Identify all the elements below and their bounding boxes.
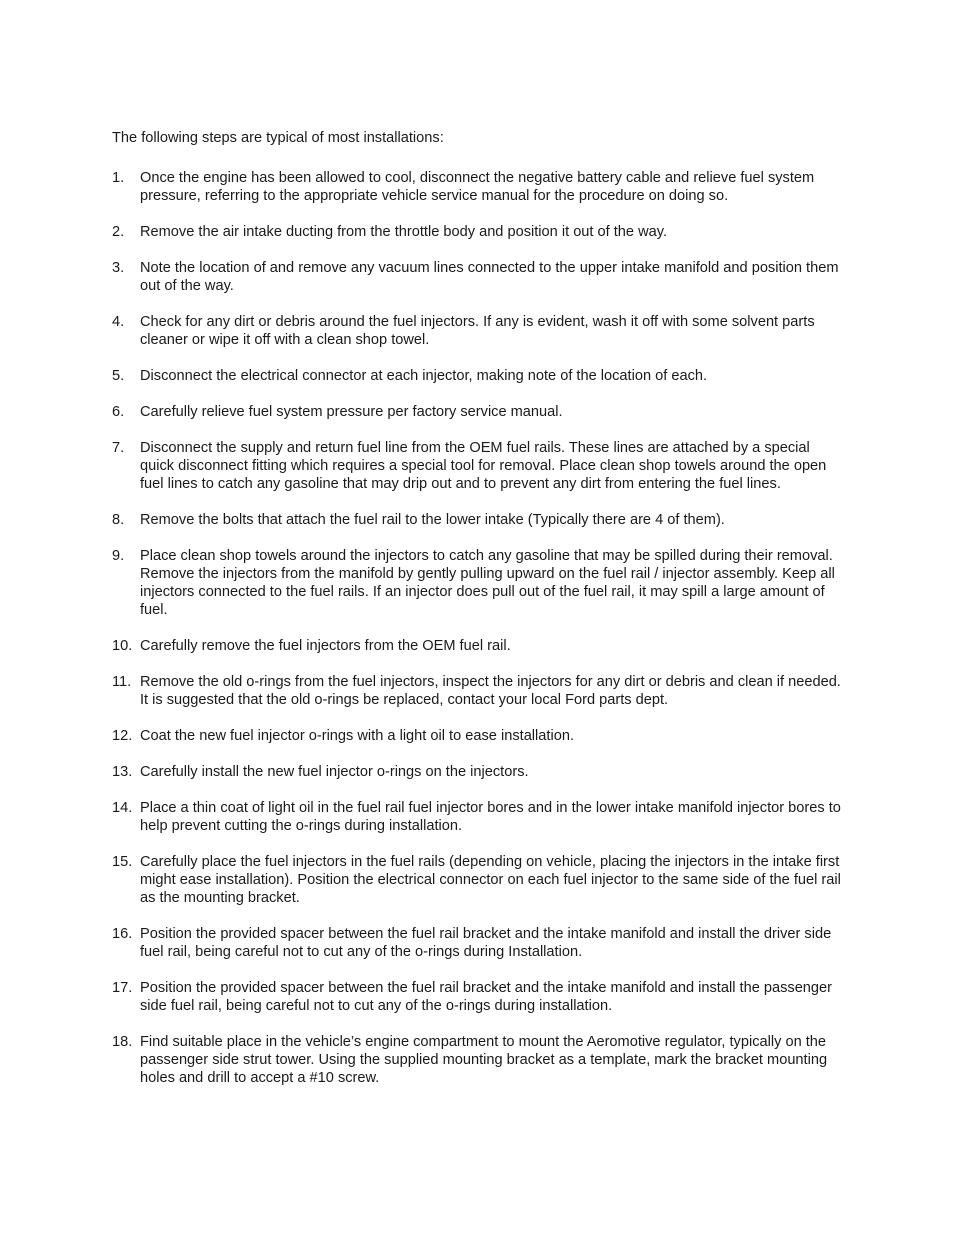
step-text: Place clean shop towels around the injectors to catch any gasoline that may be spilled during their removal. Remove the injectors from the manifold by gently pulling upward on the fuel rail / injector assembly. Keep all injectors connected to the fuel rails. If an injector does pull out of the fuel rail, it may spill a large amount of fuel. <box>140 548 835 618</box>
step-item <box>112 979 842 1015</box>
step-item <box>112 403 842 421</box>
step-item <box>112 727 842 745</box>
step-number: 18. <box>112 1034 133 1050</box>
step-item <box>112 439 842 493</box>
step-text: Check for any dirt or debris around the fuel injectors. If any is evident, wash it off with some solvent parts cleaner or wipe it off with a clean shop towel. <box>140 314 815 348</box>
step-number: 15. <box>112 854 133 870</box>
step-text: Position the provided spacer between the fuel rail bracket and the intake manifold and install the passenger side fuel rail, being careful not to cut any of the o-rings during installation. <box>140 980 833 1014</box>
step-item <box>112 799 842 835</box>
step-item <box>112 547 842 619</box>
step-item <box>112 853 842 907</box>
step-number: 10. <box>112 638 133 654</box>
step-item <box>112 259 842 295</box>
step-number: 7. <box>112 440 125 456</box>
step-text: Remove the old o-rings from the fuel injectors, inspect the injectors for any dirt or debris and clean if needed. It is suggested that the old o-rings be replaced, contact your local Ford parts dept. <box>140 674 841 708</box>
step-text: Carefully relieve fuel system pressure per factory service manual. <box>140 404 563 420</box>
document-page <box>112 129 842 1105</box>
step-text: Carefully remove the fuel injectors from the OEM fuel rail. <box>140 638 511 654</box>
step-item <box>112 313 842 349</box>
step-item <box>112 763 842 781</box>
step-text: Remove the air intake ducting from the throttle body and position it out of the way. <box>140 224 668 240</box>
step-text: Remove the bolts that attach the fuel rail to the lower intake (Typically there are 4 of them). <box>140 512 725 528</box>
step-item <box>112 1033 842 1087</box>
step-text: Find suitable place in the vehicle’s engine compartment to mount the Aeromotive regulator, typically on the passenger side strut tower. Using the supplied mounting bracket as a template, mark the bracket mounting holes and drill to accept a #10 screw. <box>140 1034 828 1086</box>
step-item <box>112 511 842 529</box>
step-text: Disconnect the electrical connector at each injector, making note of the location of each. <box>140 368 708 384</box>
step-number: 12. <box>112 728 133 744</box>
step-number: 4. <box>112 314 125 330</box>
step-item <box>112 367 842 385</box>
step-number: 17. <box>112 980 133 996</box>
step-number: 9. <box>112 548 125 564</box>
step-text: Carefully place the fuel injectors in the fuel rails (depending on vehicle, placing the injectors in the intake first might ease installation). Position the electrical connector on each fuel injector to the same side of the fuel rail as the mounting bracket. <box>140 854 841 906</box>
step-text: Position the provided spacer between the fuel rail bracket and the intake manifold and install the driver side fuel rail, being careful not to cut any of the o-rings during Installation. <box>140 926 832 960</box>
step-item <box>112 673 842 709</box>
step-item <box>112 637 842 655</box>
step-number: 1. <box>112 170 125 186</box>
step-number: 8. <box>112 512 125 528</box>
step-item <box>112 223 842 241</box>
intro-paragraph: The following steps are typical of most installations: <box>112 130 444 146</box>
step-number: 16. <box>112 926 133 942</box>
step-number: 11. <box>112 674 132 690</box>
step-number: 3. <box>112 260 125 276</box>
step-text: Place a thin coat of light oil in the fuel rail fuel injector bores and in the lower intake manifold injector bores to help prevent cutting the o-rings during installation. <box>140 800 841 834</box>
step-number: 13. <box>112 764 133 780</box>
step-item <box>112 925 842 961</box>
step-text: Once the engine has been allowed to cool, disconnect the negative battery cable and relieve fuel system pressure, referring to the appropriate vehicle service manual for the procedure on doing so. <box>140 170 815 204</box>
step-number: 2. <box>112 224 125 240</box>
step-text: Note the location of and remove any vacuum lines connected to the upper intake manifold and position them out of the way. <box>140 260 839 294</box>
step-text: Carefully install the new fuel injector o-rings on the injectors. <box>140 764 529 780</box>
step-number: 14. <box>112 800 133 816</box>
step-number: 6. <box>112 404 125 420</box>
installation-steps-list <box>112 169 842 1087</box>
step-text: Coat the new fuel injector o-rings with a light oil to ease installation. <box>140 728 574 744</box>
step-number: 5. <box>112 368 125 384</box>
step-text: Disconnect the supply and return fuel line from the OEM fuel rails. These lines are attached by a special quick disconnect fitting which requires a special tool for removal. Place clean shop towels around the open fuel lines to catch any gasoline that may drip out and to prevent any dirt from entering the fuel lines. <box>140 440 827 492</box>
step-item <box>112 169 842 205</box>
